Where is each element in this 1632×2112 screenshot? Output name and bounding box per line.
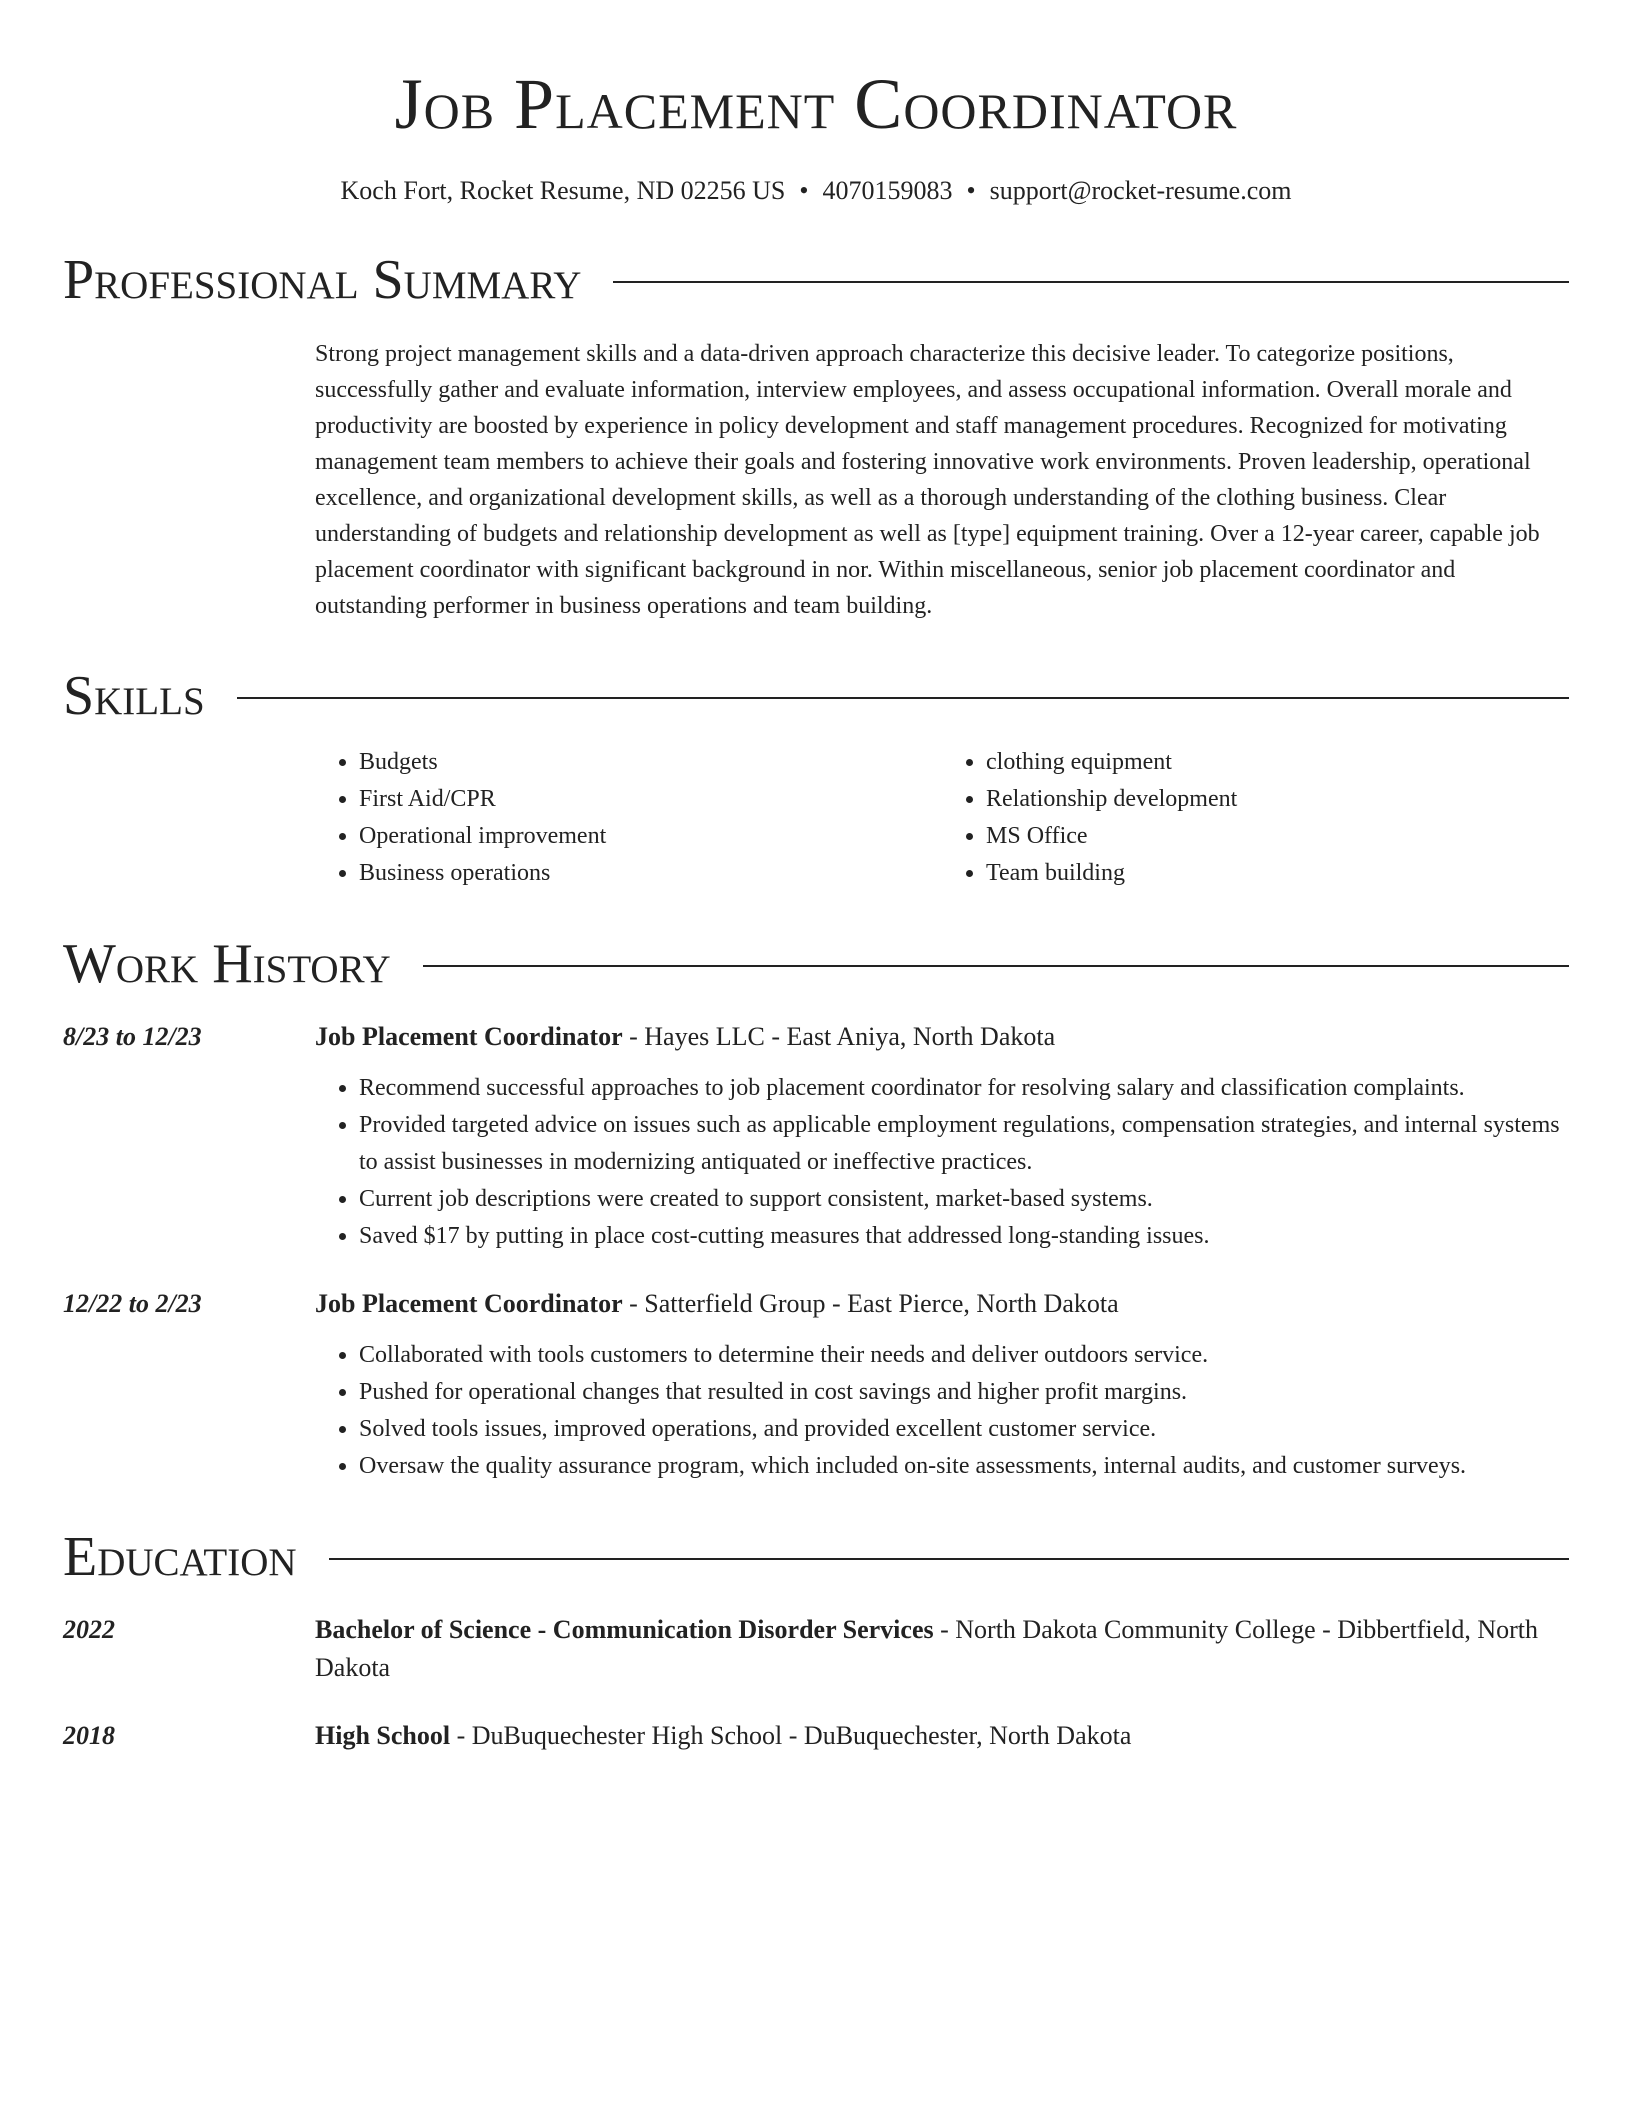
education-details [315, 1717, 1569, 1755]
candidate-name: Job Placement Coordinator [394, 64, 1238, 144]
work-bullet: • Recommend successful approaches to job placement coordinator for resolving salary and classification complaints. [359, 1070, 1569, 1107]
contact-separator: • [799, 176, 809, 205]
education-entry [63, 1611, 1569, 1687]
skills-list [315, 744, 1569, 892]
work-title-line [315, 1285, 1569, 1323]
section-title-education: Education [63, 1526, 297, 1588]
job-employer: - Satterfield Group - East Pierce, North Dakota [622, 1289, 1119, 1318]
skills-column-right [942, 744, 1569, 892]
skill-item: • First Aid/CPR [359, 781, 942, 818]
work-bullet: • Collaborated with tools customers to determine their needs and deliver outdoors service. [359, 1337, 1569, 1374]
work-dates: 8/23 to 12/23 [63, 1022, 202, 1051]
job-role: Job Placement Coordinator [315, 1289, 623, 1318]
contact-separator: • [966, 176, 976, 205]
work-entry [63, 1285, 1569, 1485]
job-employer: - Hayes LLC - East Aniya, North Dakota [622, 1022, 1056, 1051]
section-title-summary: Professional Summary [63, 249, 582, 311]
section-divider [423, 965, 1569, 967]
education-year: 2018 [63, 1721, 115, 1750]
education-degree: Bachelor of Science - Communication Disorder Services [315, 1615, 934, 1644]
job-role: Job Placement Coordinator [315, 1022, 623, 1051]
summary-text: Strong project management skills and a data-driven approach characterize this decisive leader. To categorize positions, successfully gather and evaluate information, interview employees, and assess occupational information. Overall morale and productivity are boosted by experience in policy development and staff management procedures. Recognized for motivating management team members to achieve their goals and fostering innovative work environments. Proven leadership, operational excellence, and organizational development skills, as well as a thorough understanding of the clothing business. Clear understanding of budgets and relationship development as well as [type] equipment training. Over a 12-year career, capable job placement coordinator with significant background in nor. Within miscellaneous, senior job placement coordinator and outstanding performer in business operations and team building. [315, 341, 1540, 619]
section-header-work [63, 932, 1569, 996]
work-entry [63, 1018, 1569, 1255]
contact-address: Koch Fort, Rocket Resume, ND 02256 US [340, 176, 786, 205]
contact-line [63, 174, 1569, 208]
education-year: 2022 [63, 1615, 115, 1644]
work-bullet: • Current job descriptions were created to support consistent, market-based systems. [359, 1181, 1569, 1218]
section-divider [237, 697, 1569, 699]
skill-item: • Operational improvement [359, 818, 942, 855]
education-school: - DuBuquechester High School - DuBuquechester, North Dakota [450, 1721, 1132, 1750]
work-details [315, 1018, 1569, 1255]
work-bullet: • Pushed for operational changes that resulted in cost savings and higher profit margins. [359, 1374, 1569, 1411]
work-title-line [315, 1018, 1569, 1056]
work-bullet: • Oversaw the quality assurance program, which included on-site assessments, internal audits, and customer surveys. [359, 1448, 1569, 1485]
contact-phone: 4070159083 [822, 176, 953, 205]
work-bullets [315, 1070, 1569, 1255]
work-bullet: • Solved tools issues, improved operations, and provided excellent customer service. [359, 1411, 1569, 1448]
skills-column-left [315, 744, 942, 892]
skill-item: • Business operations [359, 855, 942, 892]
work-bullet: • Saved $17 by putting in place cost-cutting measures that addressed long-standing issues. [359, 1218, 1569, 1255]
skill-item: • Team building [986, 855, 1569, 892]
skill-item: • Budgets [359, 744, 942, 781]
work-dates: 12/22 to 2/23 [63, 1289, 202, 1318]
education-school: - North Dakota Community College - Dibbertfield, North Dakota [315, 1615, 1538, 1682]
section-title-skills: Skills [63, 665, 205, 727]
section-divider [613, 281, 1569, 283]
skill-item: • Relationship development [986, 781, 1569, 818]
education-entry [63, 1717, 1569, 1755]
education-degree: High School [315, 1721, 451, 1750]
education-details [315, 1611, 1569, 1687]
work-bullet: • Provided targeted advice on issues such as applicable employment regulations, compensation strategies, and internal systems to assist businesses in modernizing antiquated or ineffective practices. [359, 1107, 1569, 1181]
section-header-education [63, 1525, 1569, 1589]
work-bullets [315, 1337, 1569, 1485]
skill-item: • clothing equipment [986, 744, 1569, 781]
section-header-skills [63, 664, 1569, 728]
section-divider [329, 1558, 1569, 1560]
contact-email[interactable]: support@rocket-resume.com [989, 176, 1292, 205]
section-header-summary [63, 248, 1569, 312]
work-details [315, 1285, 1569, 1485]
section-title-work: Work History [63, 933, 391, 995]
skill-item: • MS Office [986, 818, 1569, 855]
